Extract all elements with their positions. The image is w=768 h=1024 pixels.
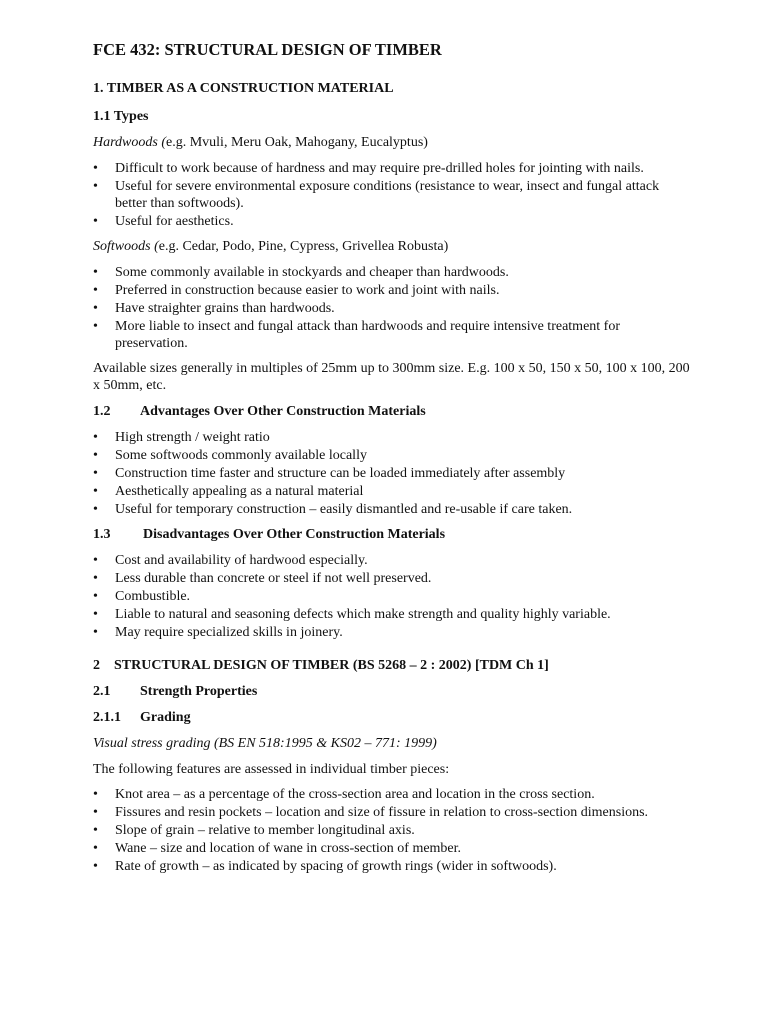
document-page — [93, 40, 693, 883]
list-item-text: Some commonly available in stockyards and cheaper than hardwoods. — [115, 265, 509, 280]
bullet-icon: • — [93, 502, 98, 517]
list-item-text: Rate of growth – as indicated by spacing of growth rings (wider in softwoods). — [115, 859, 557, 874]
softwoods-intro — [93, 238, 693, 255]
bullet-icon: • — [93, 283, 98, 298]
list-item — [93, 804, 693, 821]
bullet-icon: • — [93, 430, 98, 445]
bullet-icon: • — [93, 161, 98, 176]
grading-features-list — [93, 786, 693, 875]
bullet-icon: • — [93, 319, 98, 334]
bullet-icon: • — [93, 466, 98, 481]
list-item — [93, 282, 693, 299]
list-item — [93, 606, 693, 623]
bullet-icon: • — [93, 214, 98, 229]
section-1-2-title: Advantages Over Other Construction Materials — [140, 404, 426, 419]
list-item — [93, 501, 693, 518]
list-item — [93, 483, 693, 500]
section-2-1-number: 2.1 — [93, 684, 111, 699]
list-item-text: Combustible. — [115, 589, 191, 604]
list-item — [93, 786, 693, 803]
list-item — [93, 822, 693, 839]
list-item — [93, 213, 693, 230]
features-intro: The following features are assessed in individual timber pieces: — [93, 762, 450, 777]
bullet-icon: • — [93, 179, 98, 194]
list-item — [93, 552, 693, 569]
section-1-3-number: 1.3 — [93, 527, 111, 542]
hardwoods-intro — [93, 134, 693, 151]
list-item — [93, 840, 693, 857]
list-item-text: Liable to natural and seasoning defects which make strength and quality highly variable. — [115, 607, 611, 622]
list-item-text: Cost and availability of hardwood especially. — [115, 553, 368, 568]
section-2-1-1-number: 2.1.1 — [93, 710, 121, 725]
bullet-icon: • — [93, 625, 98, 640]
list-item — [93, 465, 693, 482]
list-item — [93, 300, 693, 317]
list-item — [93, 588, 693, 605]
list-item-text: Less durable than concrete or steel if not well preserved. — [115, 571, 432, 586]
advantages-list — [93, 429, 693, 518]
softwoods-list — [93, 264, 693, 352]
section-1-3-title: Disadvantages Over Other Construction Materials — [143, 527, 446, 542]
list-item-text: Knot area – as a percentage of the cross-section area and location in the cross section. — [115, 787, 595, 802]
hardwoods-examples: e.g. Mvuli, Meru Oak, Mahogany, Eucalyptus) — [166, 135, 428, 150]
list-item-text: Preferred in construction because easier to work and joint with nails. — [115, 283, 500, 298]
bullet-icon: • — [93, 805, 98, 820]
list-item-text: Wane – size and location of wane in cross-section of member. — [115, 841, 462, 856]
section-1-2-heading — [93, 403, 693, 421]
available-sizes-text: Available sizes generally in multiples of 25mm up to 300mm size. E.g. 100 x 50, 150 x 50, 100 x 100, 200 x 50mm, etc. — [93, 361, 690, 393]
bullet-icon: • — [93, 484, 98, 499]
bullet-icon: • — [93, 823, 98, 838]
document-title: FCE 432: STRUCTURAL DESIGN OF TIMBER — [93, 40, 442, 59]
bullet-icon: • — [93, 787, 98, 802]
section-1-2-number: 1.2 — [93, 404, 111, 419]
bullet-icon: • — [93, 265, 98, 280]
hardwoods-label: Hardwoods ( — [93, 135, 166, 150]
section-1-1-heading: 1.1 Types — [93, 109, 149, 124]
softwoods-label: Softwoods ( — [93, 239, 159, 254]
hardwoods-list — [93, 160, 693, 230]
list-item — [93, 318, 693, 352]
list-item-text: Some softwoods commonly available locally — [115, 448, 367, 463]
list-item-text: Useful for temporary construction – easily dismantled and re-usable if care taken. — [115, 502, 573, 517]
list-item-text: Useful for severe environmental exposure conditions (resistance to wear, insect and fungal attack better than softwoods). — [115, 179, 660, 211]
list-item — [93, 429, 693, 446]
section-1-3-heading — [93, 526, 693, 544]
section-1-heading: 1. TIMBER AS A CONSTRUCTION MATERIAL — [93, 81, 394, 96]
list-item-text: Aesthetically appealing as a natural material — [115, 484, 364, 499]
list-item — [93, 178, 693, 212]
bullet-icon: • — [93, 859, 98, 874]
disadvantages-list — [93, 552, 693, 641]
list-item-text: Difficult to work because of hardness and may require pre-drilled holes for jointing with nails. — [115, 161, 644, 176]
list-item-text: More liable to insect and fungal attack than hardwoods and require intensive treatment for preservation. — [115, 319, 620, 351]
list-item-text: May require specialized skills in joinery. — [115, 625, 343, 640]
section-2-1-heading — [93, 683, 693, 701]
visual-stress-grading: Visual stress grading (BS EN 518:1995 & KS02 – 771: 1999) — [93, 736, 437, 751]
bullet-icon: • — [93, 301, 98, 316]
list-item — [93, 858, 693, 875]
list-item-text: High strength / weight ratio — [115, 430, 270, 445]
bullet-icon: • — [93, 448, 98, 463]
list-item-text: Construction time faster and structure can be loaded immediately after assembly — [115, 466, 566, 481]
section-2-1-title: Strength Properties — [140, 684, 258, 699]
list-item-text: Have straighter grains than hardwoods. — [115, 301, 335, 316]
list-item — [93, 447, 693, 464]
list-item — [93, 264, 693, 281]
list-item-text: Useful for aesthetics. — [115, 214, 234, 229]
bullet-icon: • — [93, 589, 98, 604]
list-item-text: Fissures and resin pockets – location and size of fissure in relation to cross-section dimensions. — [115, 805, 649, 820]
bullet-icon: • — [93, 607, 98, 622]
section-2-heading: 2 STRUCTURAL DESIGN OF TIMBER (BS 5268 – 2 : 2002) [TDM Ch 1] — [93, 658, 549, 673]
section-2-1-1-heading — [93, 709, 693, 727]
list-item — [93, 160, 693, 177]
bullet-icon: • — [93, 553, 98, 568]
bullet-icon: • — [93, 571, 98, 586]
list-item — [93, 570, 693, 587]
section-2-1-1-title: Grading — [140, 710, 191, 725]
list-item — [93, 624, 693, 641]
bullet-icon: • — [93, 841, 98, 856]
list-item-text: Slope of grain – relative to member longitudinal axis. — [115, 823, 415, 838]
softwoods-examples: e.g. Cedar, Podo, Pine, Cypress, Grivellea Robusta) — [158, 239, 449, 254]
